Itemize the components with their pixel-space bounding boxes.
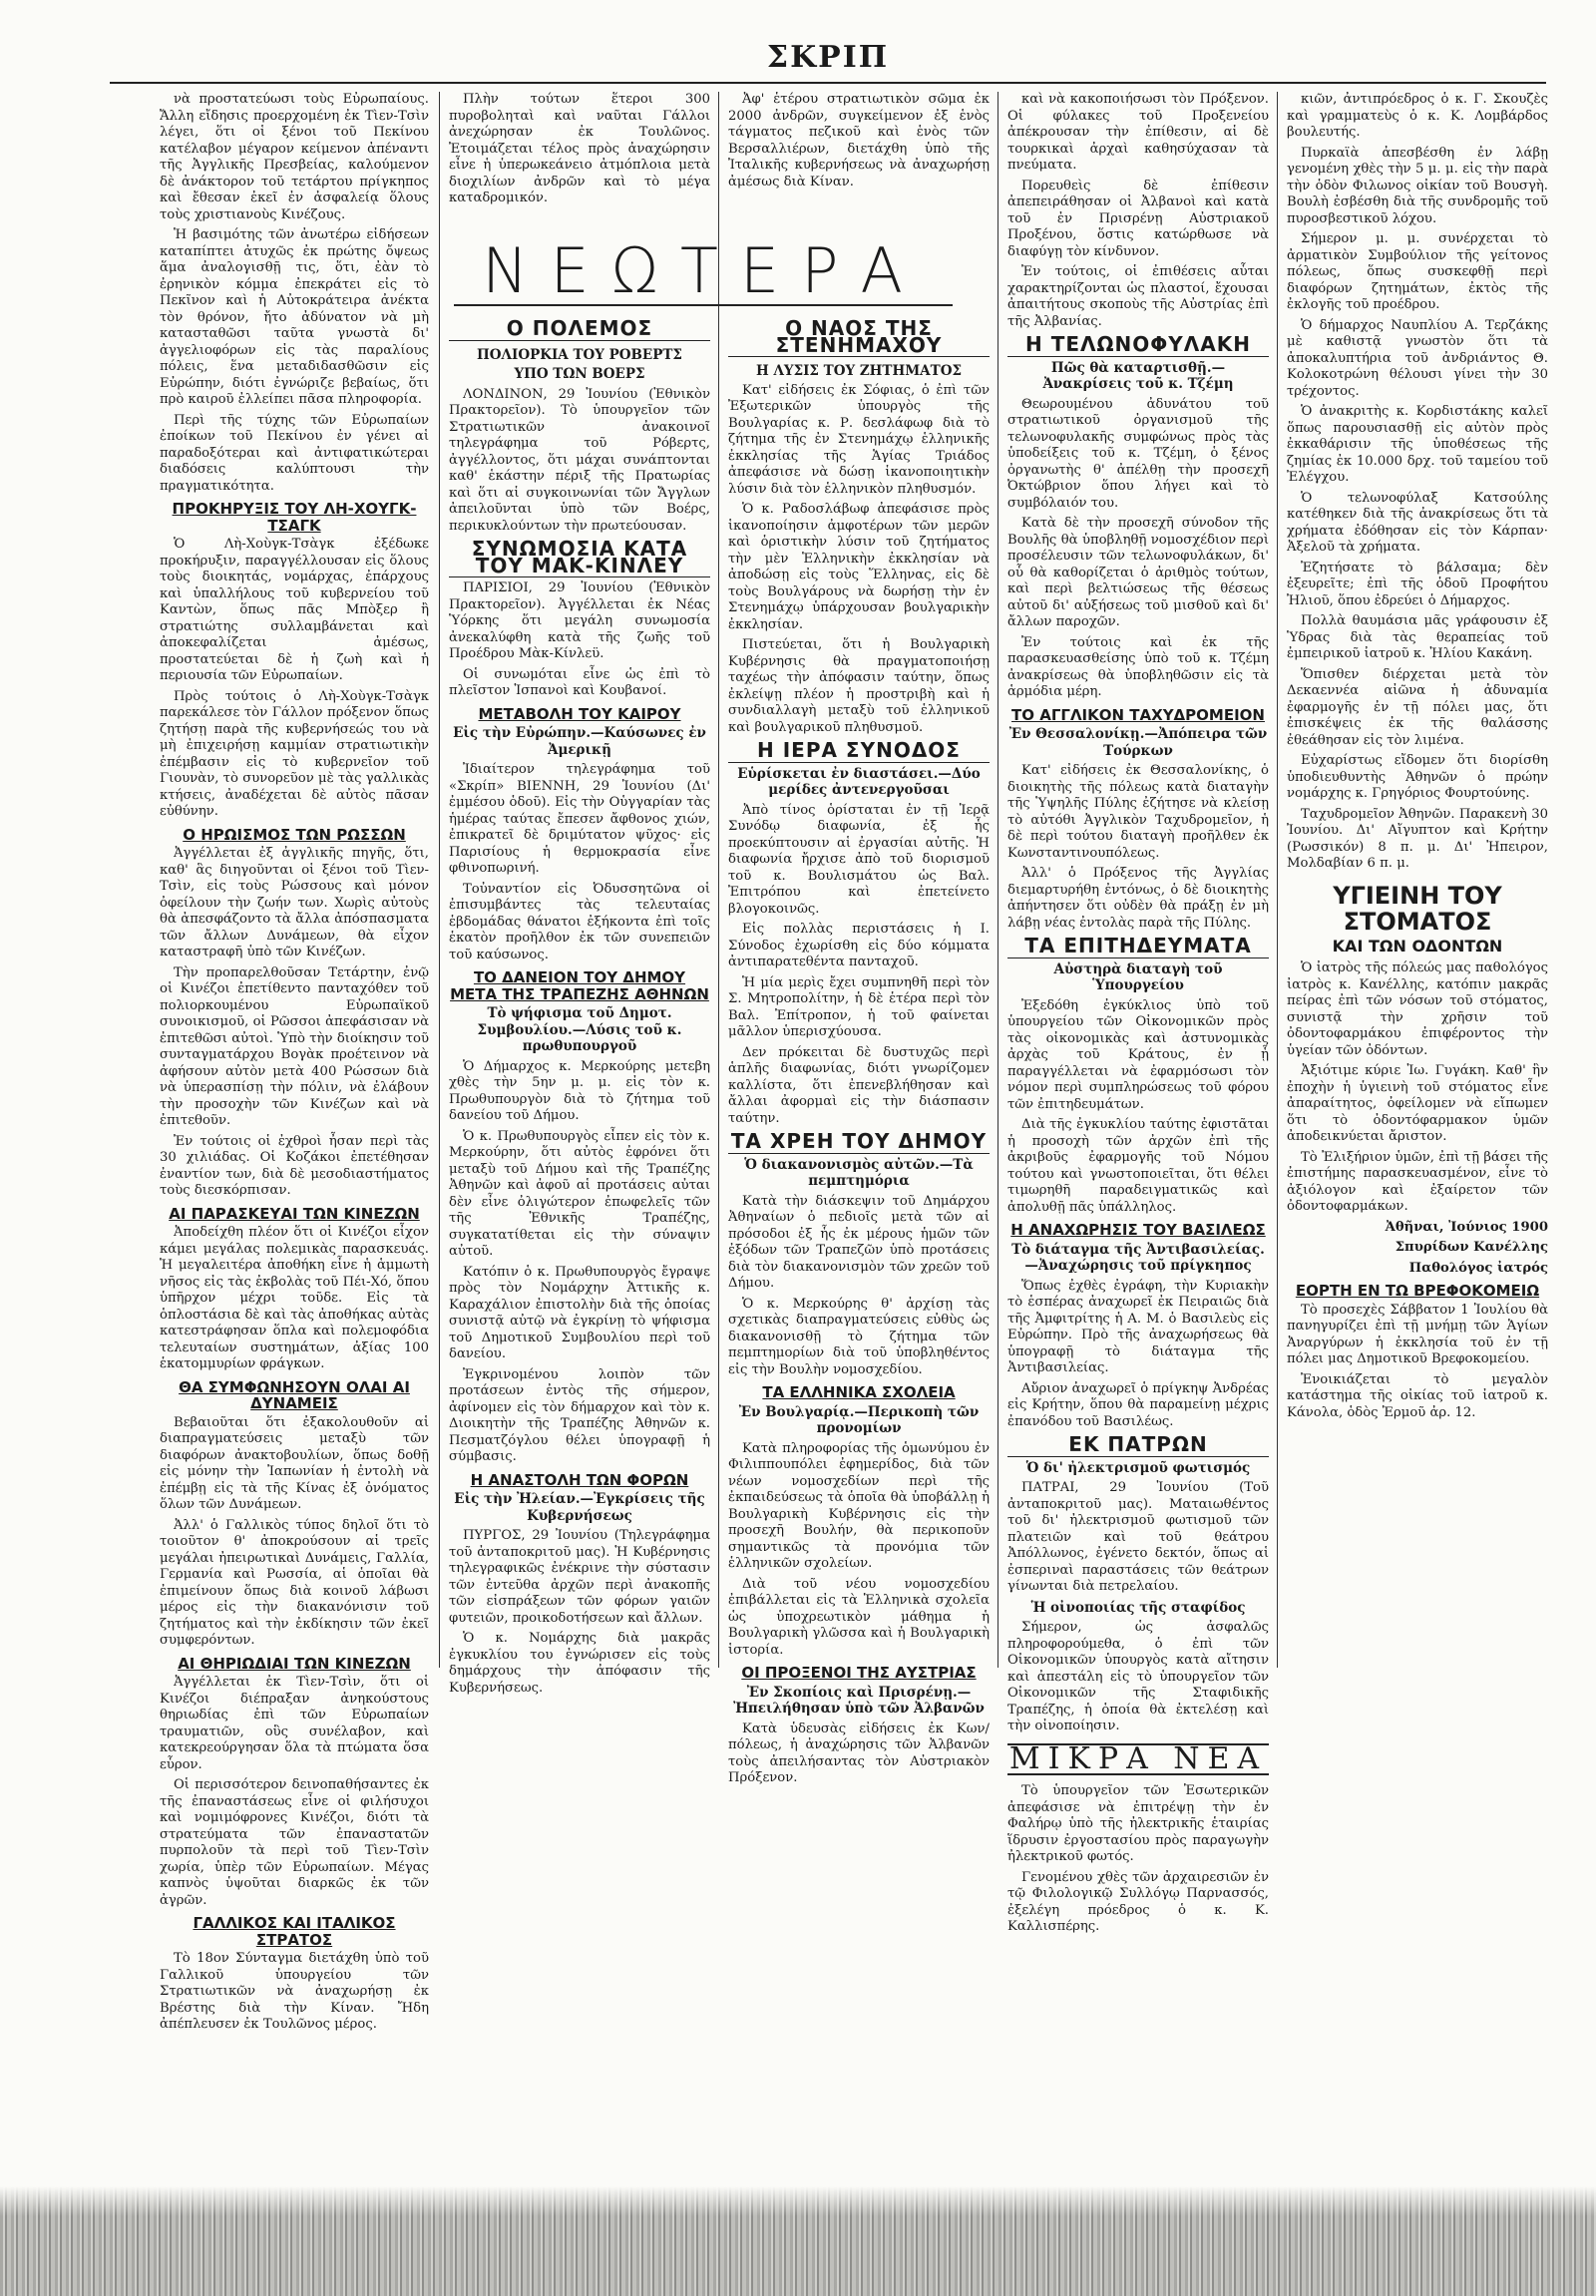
- section-heading: Ο ΝΑΟΣ ΤΗΣ ΣΤΕΝΗΜΑΧΟΥ: [728, 320, 990, 357]
- article-paragraph: Ὅπισθεν διέρχεται μετὰ τὸν Δεκαεννέα αἰῶνα ἡ ἀδυναμία ἐφαρμογῆς ἐν τῇ πόλει μας, ὅτι ἐπισκέψεις ἐκ τῆς θαλάσσης ἐθεάθησαν εἰς τὸν λιμένα.: [1287, 666, 1548, 748]
- article-paragraph: Τὸ Ἐλιξήριον ὑμῶν, ἐπὶ τῇ βάσει τῆς ἐπιστήμης παρασκευασμένον, εἶνε τὸ ἀξιόλογον καὶ ἐξαίρετον τῶν ὀδοντοφαρμάκων.: [1287, 1149, 1548, 1214]
- article-paragraph: Ὁ ἀνακριτὴς κ. Κορδιστάκης καλεῖ ὅπως παρουσιασθῇ εἰς αὐτὸν πρὸς ἐκκαθάρισιν τῆς ὑποθέσεως τῆς ζημίας ἐκ 10.000 δρχ. τοῦ ταμείου τοῦ Ἐλέγχου.: [1287, 404, 1548, 485]
- masthead-title: ΣΚΡΙΠ: [766, 40, 890, 75]
- column-5: [1287, 92, 1548, 1588]
- section-heading: ΑΙ ΠΑΡΑΣΚΕΥΑΙ ΤΩΝ ΚΙΝΕΖΩΝ: [169, 1204, 420, 1223]
- article-paragraph: Πυρκαϊὰ ἀπεσβέσθη ἐν λάβῃ γενομένη χθὲς τὴν 5 μ. μ. εἰς τὴν παρὰ τὴν ὁδὸν Φιλωνος οἰκίαν τοῦ Βουσγὴ. Βουλὴ ἐσβέσθη διὰ τῆς συνδρομῆς τοῦ πυροσβεστικοῦ λόχου.: [1287, 145, 1548, 226]
- section-subheading: Ὁ δι' ἠλεκτρισμοῦ φωτισμός: [1025, 1459, 1251, 1476]
- article-paragraph: Εἰς πολλὰς περιστάσεις ἡ Ι. Σύνοδος ἐχωρίσθη εἰς δύο κόμματα ἀντιπαρατεθέντα πανταχοῦ.: [728, 922, 990, 969]
- article-paragraph: Κατὰ δὲ τὴν προσεχῆ σύνοδον τῆς Βουλῆς θὰ ὑποβληθῇ νομοσχέδιον περὶ προσέλευσιν τῶν τελωνοφυλάκων, δι' οὗ θὰ καθορίζεται ὁ ἀριθμὸς τούτων, καὶ περὶ βελτιώσεως τῆς θέσεως αὐτοῦ δι' αὐξήσεως τοῦ μισθοῦ καὶ δι' ἄλλων παροχῶν.: [1007, 516, 1269, 629]
- article-paragraph: Σήμερον μ. μ. συνέρχεται τὸ ἀρματικὸν Συμβούλιον τῆς γείτονος πόλεως, ὅπως συσκεφθῇ περὶ διαφόρων ζητημάτων, ἐκτὸς τῆς ἐκλογῆς τοῦ προέδρου.: [1287, 231, 1548, 312]
- article-paragraph: ΠΑΡΙΣΙΟΙ, 29 Ἰουνίου (Ἐθνικὸν Πρακτορεῖον). Ἀγγέλλεται ἐκ Νέας Ὑόρκης ὅτι μεγάλη συνωμοσία ἀνεκαλύφθη κατὰ τῆς ζωῆς τοῦ Προέδρου Μὰκ-Κίνλεϋ.: [449, 580, 710, 661]
- article-paragraph: Ἀγγέλλεται ἐκ Τὶεν-Τσὶν, ὅτι οἱ Κινέζοι διέπραξαν ἀνηκούστους θηριωδίας ἐπὶ τῶν Εὐρωπαίων τραυματιῶν, οὓς συνέλαβον, καὶ κατεκρεούργησαν ὅλα τὰ πτώματα ὅσα εὗρον.: [160, 1675, 429, 1772]
- article-paragraph: Γενομένου χθὲς τῶν ἀρχαιρεσιῶν ἐν τῷ Φιλολογικῷ Συλλόγῳ Παρνασσός, ἐξελέγη πρόεδρος ὁ κ. Κ. Καλλισπέρης.: [1007, 1869, 1269, 1934]
- column-1: [160, 92, 429, 2032]
- article-paragraph: Τὸ ὑπουργεῖον τῶν Ἐσωτερικῶν ἀπεφάσισε νὰ ἐπιτρέψῃ τὴν ἐν Φαλήρῳ ὑπὸ τῆς ἠλεκτρικῆς ἑταιρίας ἵδρυσιν ἐργοστασίου πρὸς παραγωγὴν ἠλεκτρικοῦ φωτός.: [1007, 1783, 1269, 1864]
- article-paragraph: Ἡ βασιμότης τῶν ἀνωτέρω εἰδήσεων καταπίπτει ἀτυχῶς ἐκ πρώτης ὄψεως ἅμα ἀναλογισθῇ τις, ὅτι, ἐὰν τὸ ἐρηνικὸν κόμμα ἐπεκράτει εἰς τὸ Πεκῖνον καὶ ἡ Αὐτοκράτειρα ἀνέκτα τὸν θρόνον, ἤτο ἀδύνατον νὰ μὴ κατασταθῶσι ταῦτα γνωστὰ δι' ἀγγελιοφόρων εἰς τὰς παραλίους πόλεις, ἕνα μεταδιδασθῶσιν εἰς Εὐρώπην, διότι ἐγνώριζε βεβαίως, ὅτι πρὸ καιροῦ ἐλλείπει πᾶσα πληροφορία.: [160, 227, 429, 407]
- section-subheading: Εὑρίσκεται ἐν διαστάσει.—Δύο μερίδες ἀντενεργοῦσαι: [737, 765, 981, 798]
- article-paragraph: Ὁ κ. Ραδοσλάβωφ ἀπεφάσισε πρὸς ἱκανοποίησιν ἀμφοτέρων τῶν μερῶν καὶ ὁριστικὴν λύσιν τοῦ ζητήματος τὴν μὲν Ἑλληνικὴν ἐκκλησίαν νὰ ἀποδώσῃ εἰς τοὺς Ἕλληνας, εἰς δὲ τοὺς Βουλγάρους νὰ δωρήσῃ τὴν ἐν Στενημάχῳ ὑπάρχουσαν βουλγαρικὴν ἐκκλησίαν.: [728, 502, 990, 632]
- section-subheading: Ἐν Βουλγαρίᾳ.—Περικοπὴ τῶν προνομίων: [738, 1403, 980, 1436]
- article-paragraph: Ἀλλ' ὁ Γαλλικὸς τύπος δηλοῖ ὅτι τὸ τοιοῦτον θ' ἀποκρούσουν αἱ τρεῖς μεγάλαι ἠπειρωτικαὶ Δυνάμεις, Γαλλία, Γερμανία καὶ Ρωσσία, αἱ ὁποῖαι θὰ ἐπιμείνουν ὅπως διὰ κοινοῦ λάβωσι μέρος εἰς τὴν διακανόνισιν τοῦ ζητήματος καὶ τὴν ἐκδίκησιν τῶν ἐκεῖ συμφερόντων.: [160, 1517, 429, 1648]
- article-paragraph: Ἀφ' ἑτέρου στρατιωτικὸν σῶμα ἐκ 2000 ἀνδρῶν, συγκείμενον ἐξ ἑνὸς τάγματος πεζικοῦ καὶ ἑνὸς τῶν Βερσαλλιέρων, διετάχθη ὑπὸ τῆς Ἰταλικῆς κυβερνήσεως νὰ ἀναχωρήσῃ ἀμέσως διὰ Κίναν.: [728, 92, 990, 190]
- section-heading: Η ΑΝΑΧΩΡΗΣΙΣ ΤΟΥ ΒΑΣΙΛΕΩΣ: [1010, 1221, 1266, 1239]
- article-paragraph: Σήμερον, ὡς ἀσφαλῶς πληροφορούμεθα, ὁ ἐπὶ τῶν Οἰκονομικῶν ὑπουργὸς κατὰ αἴτησιν καὶ ἀπεστάλη εἰς τὸ ὑπουργεῖον τῶν Οἰκονομικῶν τῆς Σταφιδικῆς Τραπέζης, ἡ ὁποία θὰ ἐκτελέσῃ καὶ τὴν οἰνοποίησιν.: [1007, 1620, 1269, 1733]
- section-heading: ΣΥΝΩΜΟΣΙΑ ΚΑΤΑ ΤΟΥ ΜΑΚ-ΚΙΝΛΕΥ: [449, 541, 710, 577]
- section-subheading: Τὸ διάταγμα τῆς Ἀντιβασιλείας.—Ἀναχώρησις τοῦ πρίγκηπος: [1011, 1241, 1265, 1274]
- article-paragraph: Κατ' εἰδήσεις ἐκ Σόφιας, ὁ ἐπὶ τῶν Ἐξωτερικῶν ὑπουργὸς τῆς Βουλγαρίας κ. Ρ. δεσλάφωφ διὰ τὸ ζήτημα τῆς ἐν Στενημάχῳ ἑλληνικῆς ἐκκλησίας τῆς Ἁγίας Τριάδος ἀπεφάσισε νὰ δώσῃ ἱκανοποιητικὴν λύσιν διὰ τὸν ἑλληνικὸν πληθυσμόν.: [728, 382, 990, 497]
- article-paragraph: Πρὸς τούτοις ὁ Λὴ-Χοὺγκ-Τσὰγκ παρεκάλεσε τὸν Γάλλον πρόξενον ὅπως ζητήσῃ παρὰ τῆς κυβερνήσεώς του νὰ μὴ ἐπιχειρήσῃ καμμίαν στρατιωτικὴν ἐπέμβασιν εἰς τὸ κυβερνεῖον τοῦ Γιουνὰν, τὸ συνορεῦον μὲ τὰς γαλλικὰς κτήσεις, ἀναδέχεται δὲ αὐτὸς πᾶσαν εὐθύνην.: [160, 688, 429, 819]
- section-heading: ΘΑ ΣΥΜΦΩΝΗΣΟΥΝ ΟΛΑΙ ΑΙ ΔΥΝΑΜΕΙΣ: [179, 1377, 410, 1412]
- article-paragraph: Ἀπὸ τίνος ὁρίσταται ἐν τῇ Ἱερᾷ Συνόδῳ διαφωνία, ἐξ ἧς προεκύπτουσιν αἱ ἐργασίαι αὐτῆς. Ἡ διαφωνία ἤρχισε ἀπὸ τοῦ διορισμοῦ τοῦ κ. Βουλισμάτου ὡς Βαλ. Ἐπιτρόπου καὶ ἐπετείνετο βλογοκοινῶς.: [728, 802, 990, 917]
- article-paragraph: Ἐν τούτοις καὶ ἐκ τῆς παρασκευασθείσης ὑπὸ τοῦ κ. Τζέμη ἀνακρίσεως θὰ ὑποβληθῶσιν εἰς τὰ ἁρμόδια μέρη.: [1007, 634, 1269, 699]
- column-3-top: [728, 92, 990, 231]
- article-paragraph: Ὁ κ. Μερκούρης θ' ἀρχίσῃ τὰς σχετικὰς διαπραγματεύσεις εὐθὺς ὡς διακανονισθῇ τὸ ζήτημα τῶν πεμπτημορίων διὰ τοῦ ὑποβληθέντος εἰς τὴν Βουλὴν νομοσχεδίου.: [728, 1296, 990, 1377]
- article-paragraph: Τοὐναντίον εἰς Ὀδυσσητῶνα οἱ ἐπισυμβάντες τὰς τελευταίας ἑβδομάδας θάνατοι ἐξήκοντα ἐπὶ τοῖς ἑκατὸν προῆλθον ἐκ τῶν συνεπειῶν τοῦ καύσωνος.: [449, 881, 710, 962]
- article-paragraph: Ἀγγέλλεται ἐξ ἀγγλικῆς πηγῆς, ὅτι, καθ' ἃς διηγοῦνται οἱ ξένοι τοῦ Τὶεν-Τσὶν, εἰς τοὺς Ρώσσους καὶ μόνον ὀφείλουν τὴν ζωήν των. Χωρὶς αὐτοὺς θὰ ἀπεσφάζοντο τὰ ἄλλα ἀπόσπασματα τῶν ἄλλων Δυνάμεων, θὰ εἶχον καταστραφῆ ὑπὸ τῶν Κινέζων.: [160, 846, 429, 959]
- section-heading: Ο ΗΡΩΙΣΜΟΣ ΤΩΝ ΡΩΣΣΩΝ: [183, 825, 406, 844]
- section-heading: ΤΑ ΧΡΕΗ ΤΟΥ ΔΗΜΟΥ: [728, 1133, 990, 1154]
- section-heading: ΠΟΛΙΟΡΚΙΑ ΤΟΥ ΡΟΒΕΡΤΣ: [477, 346, 682, 363]
- article-paragraph: Πλὴν τούτων ἕτεροι 300 πυροβοληταὶ καὶ ναῦται Γάλλοι ἀνεχώρησαν ἐκ Τουλῶνος. Ἐτοιμάζεται τέλος πρὸς ἀναχώρησιν εἶνε ἡ ὑπερωκεάνειο ἀτμόπλοια μετὰ διοχιλίων ἀνδρῶν καὶ τὸ μέγα καταδρομικόν.: [449, 92, 710, 205]
- article-paragraph: Δεν πρόκειται δὲ δυστυχῶς περὶ ἁπλῆς διαφωνίας, διότι γνωρίζομεν καλλίστα, ὅτι ἐπενεβλήθησαν καὶ ἄλλαι ἀφορμαὶ εἰς τὴν διάσπασιν ταύτην.: [728, 1044, 990, 1126]
- article-paragraph: Διὰ τῆς ἐγκυκλίου ταύτης ἐφιστᾶται ἡ προσοχὴ τῶν ἀρχῶν ἐπὶ τῆς ἀκριβοῦς ἐφαρμογῆς τοῦ Νόμου τούτου καὶ γνωστοποιεῖται, ὅτι θέλει τιμωρηθῆ παραδειγματικῶς καὶ ἀπολυθῇ πᾶς ὑπάλληλος.: [1007, 1117, 1269, 1215]
- article-paragraph: Ταχυδρομεῖον Ἀθηνῶν. Παρακενὴ 30 Ἰουνίου. Δι' Αἴγυπτον καὶ Κρήτην (Ρωσσικόν) 8 π. μ. Δι' Ἠπειρον, Μολδαβίαν 6 π. μ.: [1287, 806, 1548, 871]
- article-paragraph: Ἐν τούτοις οἱ ἐχθροὶ ἦσαν περὶ τὰς 30 χιλιάδας. Οἱ Κοζάκοι ἐπετέθησαν ἐναντίον των, διὰ δὲ μεσοδιαστήματος τοὺς διεσκόρπισαν.: [160, 1133, 429, 1198]
- article-paragraph: Ὁ τελωνοφύλαξ Κατσούλης κατέθηκεν διὰ τῆς ἀνακρίσεως ὅτι τὰ χρήματα ἐδόθησαν εἰς τὸν Κάρπαν· Ἀξελοῦ τὰ χρήματα.: [1287, 490, 1548, 555]
- section-heading: ΕΟΡΤΗ ΕΝ ΤΩ ΒΡΕΦΟΚΟΜΕΙΩ: [1295, 1282, 1540, 1300]
- misc-news-title: ΜΙΚΡΑ ΝΕΑ: [1008, 1740, 1268, 1776]
- article-paragraph: Ἀλλ' ὁ Πρόξενος τῆς Ἀγγλίας διεμαρτυρήθη ἐντόνως, ὁ δὲ διοικητὴς ἀπήντησεν ὅτι οὐδὲν θὰ πράξῃ ἐν μὴ λάβῃ νέας ἐντολὰς παρὰ τῆς Πύλης.: [1007, 866, 1269, 931]
- signature-title: Παθολόγος ἰατρός: [1408, 1260, 1548, 1276]
- article-paragraph: Κατὰ τὴν διάσκεψιν τοῦ Δημάρχου Ἀθηναίων ὁ πεδιοῖς μετὰ τῶν αἱ πρόσοδοι ἐξ ἧς ἐκ μέρους ἡμῶν τῶν ἐξόδων τῶν Τραπεζῶν ὑπὸ προτάσεις διὰ τὸν διακανονισμὸν τῶν χρεῶν τοῦ Δήμου.: [728, 1193, 990, 1291]
- column-2: [449, 314, 710, 1696]
- masthead: [110, 40, 1546, 84]
- article-paragraph: Τὸ 18ον Σύνταγμα διετάχθη ὑπὸ τοῦ Γαλλικοῦ ὑπουργείου τῶν Στρατιωτικῶν νὰ ἀναχωρήσῃ ἐκ Βρέστης διὰ τὴν Κίναν. Ἤδη ἀπέπλευσεν ἐκ Τουλῶνος μέρος.: [160, 1951, 429, 2032]
- article-paragraph: Κατὰ πληροφορίας τῆς ὁμωνύμου ἐν Φιλιππουπόλει ἐφημερίδος, διὰ τῶν νέων νομοσχεδίων περὶ τῆς ἐκπαιδεύσεως τὰ ὁποῖα θὰ ὑποβάλλῃ ἡ Βουλγαρικὴ Κυβέρνησις εἰς τὴν προσεχῆ Βουλήν, θὰ περικοποῦν σημαντικῶς τὰ προνόμια τῶν ἑλληνικῶν σχολείων.: [728, 1440, 990, 1571]
- section-heading: ΤΑ ΕΛΛΗΝΙΚΑ ΣΧΟΛΕΙΑ: [762, 1383, 956, 1401]
- article-paragraph: ΠΑΤΡΑΙ, 29 Ἰουνίου (Τοῦ ἀνταποκριτοῦ μας). Ματαιωθέντος τοῦ δι' ἠλεκτρισμοῦ φωτισμοῦ τῶν πλατειῶν καὶ τοῦ θεάτρου Ἀπόλλωνος, ἐγένετο δεκτόν, ὅπως αἱ ἐσπεριναὶ παραστάσεις τῶν θεάτρων γίνωνται διὰ πετρελαίου.: [1007, 1480, 1269, 1594]
- section-subheading: Τὸ ψήφισμα τοῦ Δημοτ. Συμβουλίου.—Λύσις τοῦ κ. πρωθυπουργοῦ: [477, 1005, 682, 1054]
- column-divider: [718, 92, 719, 1668]
- article-paragraph: Αὔριον ἀναχωρεῖ ὁ πρίγκηψ Ἀνδρέας εἰς Κρήτην, ὅπου θὰ παραμείνῃ μέχρις ἐπανόδου τοῦ Βασιλέως.: [1007, 1380, 1269, 1429]
- article-paragraph: Ὅπως ἐχθὲς ἐγράφη, τὴν Κυριακὴν τὸ ἑσπέρας ἀναχωρεῖ ἐκ Πειραιῶς διὰ τῆς Ἀμφιτρίτης ἡ Α. Μ. ὁ Βασιλεὺς εἰς Εὐρώπην. Πρὸ τῆς ἀναχωρήσεως θὰ ὑπογραφῇ τὸ διάταγμα τῆς Ἀντιβασιλείας.: [1007, 1278, 1269, 1375]
- article-paragraph: Ὁ κ. Πρωθυπουργὸς εἶπεν εἰς τὸν κ. Μερκούρην, ὅτι αὐτὸς ἐφρόνει ὅτι μεταξὺ τοῦ Δήμου καὶ τῆς Τραπέζης Ἀθηνῶν καὶ ἀφοῦ αἱ προτάσεις αὐται δὲν εἶνε ὀλιγώτερον ἐπωφελεῖς τῶν τῆς Ἐθνικῆς Τραπέζης, συγκατατίθεται εἰς τὴν σύναψιν αὐτοῦ.: [449, 1128, 710, 1259]
- section-subheading: Εἰς τὴν Εὐρώπην.—Καύσωνες ἐν Ἀμερικῇ: [453, 725, 706, 758]
- article-paragraph: Τὴν προπαρελθοῦσαν Τετάρτην, ἐνῷ οἱ Κινέζοι ἐπετίθεντο πανταχόθεν τοῦ πολιορκουμένου Εὐρωπαϊκοῦ συνοικισμοῦ, οἱ Ρῶσσοι ἀπεφάσισαν νὰ ἐπιτεθῶσι αὐτοὶ. Ὑπὸ τὴν διοίκησιν τοῦ συνταγματάρχου Βογὰκ προέτεινον νὰ ἀφήσουν αὐτὸν μετὰ 400 Ρώσσων διὰ νὰ ὑπερασπίσῃ τὴν πόλιν, νὰ ἐλάβουν τὴν προσοχὴν τῶν Κινέζων καὶ νὰ ἐπιτεθοῦν.: [160, 964, 429, 1128]
- article-paragraph: Ἐνοικιάζεται τὸ μεγαλὸν κατάστημα τῆς οἰκίας τοῦ ἰατροῦ κ. Κάνολα, ὁδὸς Ἐρμοῦ ἀρ. 12.: [1287, 1371, 1548, 1420]
- section-heading: ΕΚ ΠΑΤΡΩΝ: [1007, 1436, 1269, 1457]
- article-paragraph: νὰ προστατεύωσι τοὺς Εὐρωπαίους. Ἄλλη εἴδησις προερχομένη ἐκ Τὶεν-Τσὶν λέγει, ὅτι οἱ ξένοι τοῦ Πεκίνου κατέλαβον μέγαρον κείμενον ἀπέναντι τῆς Ἀγγλικῆς Πρεσβείας, καλούμενον δὲ ἀνάκτορον τοῦ τετάρτου πρίγκηπος καὶ ἔθεσαν ἐκεῖ ἐν ἀσφαλείᾳ ὅλους τοὺς χριστιανοὺς Κινέζους.: [160, 92, 429, 222]
- article-paragraph: Τὸ προσεχὲς Σάββατον 1 Ἰουλίου θὰ πανηγυρίζει ἐπὶ τῇ μνήμῃ τῶν Ἁγίων Ἀναργύρων ἡ ἐκκλησία τοῦ ἐν τῇ πόλει μας Δημοτικοῦ Βρεφοκομείου.: [1287, 1302, 1548, 1366]
- section-heading: ΑΙ ΘΗΡΙΩΔΙΑΙ ΤΩΝ ΚΙΝΕΖΩΝ: [178, 1654, 411, 1673]
- section-subheading: Πῶς θὰ καταρτισθῇ.—Ἀνακρίσεις τοῦ κ. Τζέμη: [1042, 359, 1234, 392]
- section-heading: ΓΑΛΛΙΚΟΣ ΚΑΙ ΙΤΑΛΙΚΟΣ ΣΤΡΑΤΟΣ: [193, 1914, 396, 1949]
- article-paragraph: Ὁ δήμαρχος Ναυπλίου Α. Τερζάκης μὲ καθιστᾷ γνωστὸν ὅτι τὰ ἀποκαλυπτήρια τοῦ ἀνδριάντος Θ. Κολοκοτρώνη θέλουσι γίνει τὴν 30 τρέχοντος.: [1287, 317, 1548, 399]
- section-heading: ΟΙ ΠΡΟΞΕΝΟΙ ΤΗΣ ΑΥΣΤΡΙΑΣ: [741, 1664, 977, 1682]
- column-3: [728, 314, 990, 1785]
- article-paragraph: Ὁ Δήμαρχος κ. Μερκούρης μετεβη χθὲς τὴν 5ην μ. μ. εἰς τὸν κ. Πρωθυπουργὸν διὰ τὸ ζήτημα τοῦ δανείου τοῦ Δήμου.: [449, 1058, 710, 1123]
- section-heading: ΤΑ ΕΠΙΤΗΔΕΥΜΑΤΑ: [1007, 938, 1269, 958]
- section-subheading: Εἰς τὴν Ἠλείαν.—Ἐγκρίσεις τῆς Κυβερνήσεως: [454, 1491, 705, 1524]
- signature-date: Ἀθῆναι, Ἰούνιος 1900: [1385, 1219, 1548, 1235]
- article-paragraph: Βεβαιοῦται ὅτι ἐξακολουθοῦν αἱ διαπραγματεύσεις μεταξὺ τῶν διαφόρων ἀνακτοβουλίων, ὅπως δοθῇ εἰς μόνην τὴν Ἰαπωνίαν ἡ ἐντολὴ νὰ ἐπέμβῃ εἰς τὰ τῆς Κίνας ἐξ ὀνόματος ὅλων τῶν Δυνάμεων.: [160, 1414, 429, 1512]
- column-4: [1007, 92, 1269, 1934]
- ad-subtitle: ΚΑΙ ΤΩΝ ΟΔΟΝΤΩΝ: [1332, 936, 1503, 956]
- column-2-top: [449, 92, 710, 231]
- section-heading: ΠΡΟΚΗΡΥΞΙΣ ΤΟΥ ΛΗ-ΧΟΥΓΚ-ΤΣΑΓΚ: [172, 500, 417, 535]
- section-heading: ΤΟ ΑΓΓΛΙΚΟΝ ΤΑΧΥΔΡΟΜΕΙΟΝ: [1011, 705, 1265, 724]
- article-paragraph: Ἰδιαίτερον τηλεγράφημα τοῦ «Σκρίπ» ΒΙΕΝΝΗ, 29 Ἰουνίου (Δι' ἐμμέσου ὁδοῦ). Εἰς τὴν Οὑγγαρίαν τὰς ἡμέρας ταύτας ἔπεσεν ἄφθονος χιών, ἐπικρατεῖ δὲ δριμύτατον ψῦχος· εἰς Παρισίους ἡ θερμοκρασία εἶνε φθινοπωρινή.: [449, 762, 710, 876]
- article-paragraph: Οἱ περισσότερον δεινοπαθήσαντες ἐκ τῆς ἐπαναστάσεως εἶνε οἱ φιλήσυχοι καὶ νομιμόφρονες Κινέζοι, διότι τὰ στρατεύματα τῶν ἐπαναστατῶν πυρπολοῦν τὰ περὶ τοῦ Τὶεν-Τσὶν χωρία, ὑπὲρ τῶν Εὐρωπαίων. Μέγας καπνὸς ὑψοῦται διαρκῶς ἐκ τῶν ἀγρῶν.: [160, 1777, 429, 1908]
- section-subheading: Ἐν Θεσσαλονίκῃ.—Ἀπόπειρα τῶν Τούρκων: [1008, 726, 1268, 759]
- article-paragraph: Ἡ μία μερὶς ἔχει συμπνηθῆ περὶ τὸν Σ. Μητροπολίτην, ἡ δὲ ἑτέρα περὶ τὸν Βαλ. Ἐπίτροπον, ἡ τοῦ φαίνεται μᾶλλον ὑπερισχύουσα.: [728, 974, 990, 1039]
- section-heading: ΤΟ ΔΑΝΕΙΟΝ ΤΟΥ ΔΗΜΟΥ ΜΕΤΑ ΤΗΣ ΤΡΑΠΕΖΗΣ ΑΘΗΝΩΝ: [450, 968, 709, 1003]
- news-section-title: ΝΕΩΤΕΡΑ: [454, 234, 953, 306]
- ad-title: ΥΓΙΕΙΝΗ ΤΟΥ ΣΤΟΜΑΤΟΣ: [1333, 881, 1502, 936]
- section-subheading: ΥΠΟ ΤΩΝ ΒΟΕΡΣ: [514, 366, 645, 382]
- section-subheading: Ὁ διακανονισμὸς αὐτῶν.—Τὰ πεμπτημόρια: [744, 1156, 974, 1189]
- section-heading: Η ΤΕΛΩΝΟΦΥΛΑΚΗ: [1007, 336, 1269, 357]
- article-paragraph: Ἐζητήσατε τὸ βάλσαμα; δὲν ἐξευρεῖτε; ἐπὶ τῆς ὁδοῦ Προφήτου Ἠλιοῦ, ὅπου ἐδρεύει ὁ Δήμαρχος.: [1287, 560, 1548, 608]
- scan-edge-noise: [0, 2186, 1596, 2296]
- article-paragraph: Κατ' εἰδήσεις ἐκ Θεσσαλονίκης, ὁ διοικητὴς τῆς πόλεως κατὰ διαταγὴν τῆς Ὑψηλῆς Πύλης ἐζήτησε νὰ κλείσῃ τὸ αὐτόθι Ἀγγλικὸν Ταχυδρομεῖον, ἡ δὲ περὶ τούτου διαταγὴ προῆλθεν ἐκ Κωνσταντινουπόλεως.: [1007, 763, 1269, 861]
- article-paragraph: κιῶν, ἀντιπρόεδρος ὁ κ. Γ. Σκουζὲς καὶ γραμματεὺς ὁ κ. Κ. Λομβάρδος βουλευτής.: [1287, 92, 1548, 140]
- section-heading: ΜΕΤΑΒΟΛΗ ΤΟΥ ΚΑΙΡΟΥ: [478, 704, 681, 723]
- article-paragraph: Θεωρουμένου ἀδυνάτου τοῦ στρατιωτικοῦ ὀργανισμοῦ τῆς τελωνοφυλακῆς συμφώνως πρὸς τὰς ὑποδείξεις τοῦ κ. Τζέμη, ὁ ξένος ὀργανωτὴς θ' ἀπέλθῃ τὴν προσεχῆ Ὀκτώβριον ὅπου λήγει καὶ τὸ συμβόλαιόν του.: [1007, 396, 1269, 511]
- article-paragraph: Ὁ ἰατρὸς τῆς πόλεώς μας παθολόγος ἰατρὸς κ. Κανέλλης, κατόπιν μακρᾶς πείρας ἐπὶ τῶν νόσων τοῦ στόματος, συνιστᾷ τὴν χρῆσιν τοῦ ὀδοντοφαρμάκου ἐπιφέροντος τὴν ὑγείαν τῶν ὀδόντων.: [1287, 960, 1548, 1058]
- article-paragraph: Περὶ τῆς τύχης τῶν Εὐρωπαίων ἐποίκων τοῦ Πεκίνου ἐν γένει αἱ παραδοξότεραι καὶ ἀντιφατικώτεραι διαδόσεις καλύπτουσι τὴν πραγματικότητα.: [160, 412, 429, 494]
- section-subheading: Ἡ οἰνοποιίας τῆς σταφίδος: [1030, 1599, 1246, 1616]
- article-paragraph: Πιστεύεται, ὅτι ἡ Βουλγαρικὴ Κυβέρνησις θὰ πραγματοποιήσῃ ταχέως τὴν ἀπόφασιν ταύτην, ὅπως ἐκλείψῃ πλέον ἡ προστριβὴ καὶ ἡ συνδιαλλαγὴ μεταξὺ τοῦ ἑλληνικοῦ καὶ βουλγαρικοῦ πληθυσμοῦ.: [728, 637, 990, 735]
- article-paragraph: Ἐξεδόθη ἐγκύκλιος ὑπὸ τοῦ ὑπουργείου τῶν Οἰκονομικῶν πρὸς τὰς οἰκονομικὰς καὶ ἀστυνομικὰς ἀρχὰς τοῦ Κράτους, ἐν ᾗ παραγγέλλεται νὰ ἐφαρμόσωσι τὸν νόμον περὶ συμπληρώσεως τοῦ φόρου τῶν ἐπιτηδευμάτων.: [1007, 997, 1269, 1112]
- article-paragraph: Πορευθεὶς δὲ ἐπίθεσιν ἀπεπειράθησαν οἱ Ἀλβανοὶ καὶ κατὰ τοῦ ἐν Πρισρένῃ Αὐστριακοῦ Προξένου, ὅστις κατώρθωσε νὰ διαφύγῃ τὸν κίνδυνον.: [1007, 178, 1269, 259]
- article-paragraph: Κατὰ ὑδευσὰς εἰδήσεις ἐκ Κων/πόλεως, ἡ ἀναχώρησις τῶν Ἀλβανῶν τοὺς ἀπειλήσαντας τὸν Αὐστριακὸν Πρόξενον.: [728, 1721, 990, 1785]
- column-divider: [1277, 92, 1278, 1668]
- article-paragraph: Πολλὰ θαυμάσια μᾶς γράφουσιν ἐξ Ὑδρας διὰ τὰς θεραπείας τοῦ ἐμπειρικοῦ ἰατροῦ κ. Ἠλίου Κακάνη.: [1287, 613, 1548, 661]
- article-paragraph: Ὁ Λὴ-Χοὺγκ-Τσὰγκ ἐξέδωκε προκήρυξιν, παραγγέλλουσαν εἰς ὅλους τοὺς διοικητάς, νομάρχας, ἐπάρχους καὶ ὑπαλλήλους τοῦ κυβερνείου τοῦ Καντὼν, ὅπως πᾶς Μπὸξερ ἢ στρατιώτης συλλαμβάνεται καὶ ἀποκεφαλίζεται ἀμέσως, προστατεύεται δὲ ἡ ζωὴ καὶ ἡ περιουσία τῶν Εὐρωπαίων.: [160, 537, 429, 683]
- section-heading: Η ΑΝΑΣΤΟΛΗ ΤΩΝ ΦΟΡΩΝ: [470, 1470, 689, 1489]
- article-paragraph: ΛΟΝΔΙΝΟΝ, 29 Ἰουνίου (Ἐθνικὸν Πρακτορεῖον). Τὸ ὑπουργεῖον τῶν Στρατιωτικῶν ἀνακοινοῖ τηλεγράφημα τοῦ Ρόβερτς, ἀγγέλλοντος, ὅτι μάχαι συνάπτονται καθ' ἑκάστην πέριξ τῆς Πρατωρίας καὶ ὅτι αἱ συγκοινωνίαι τῶν Ἄγγλων ἀπειλοῦνται ὑπὸ τῶν Βοέρς, περικυκλούντων τὴν πρωτεύουσαν.: [449, 386, 710, 534]
- section-heading: Η ΙΕΡΑ ΣΥΝΟΔΟΣ: [728, 742, 990, 763]
- column-divider: [439, 92, 440, 1668]
- article-paragraph: Κατόπιν ὁ κ. Πρωθυπουργὸς ἔγραψε πρὸς τὸν Νομάρχην Ἀττικῆς κ. Καραχάλιον ἐπιστολὴν διὰ τῆς ὁποίας συνιστᾷ αὐτῷ νὰ ἐγκρίνῃ τὸ ψήφισμα τοῦ Δημοτικοῦ Συμβουλίου περὶ τοῦ δανείου.: [449, 1264, 710, 1361]
- article-paragraph: Οἱ συνωμόται εἶνε ὡς ἐπὶ τὸ πλεῖστον Ἱσπανοὶ καὶ Κουβανοί.: [449, 666, 710, 698]
- article-paragraph: καὶ νὰ κακοποιήσωσι τὸν Πρόξενον. Οἱ φύλακες τοῦ Προξενείου ἀπέκρουσαν τὴν ἐπίθεσιν, αἱ δὲ τουρκικαὶ ἀρχαὶ καθησύχασαν τὰ πνεύματα.: [1007, 92, 1269, 173]
- section-subheading: Η ΛΥΣΙΣ ΤΟΥ ΖΗΤΗΜΑΤΟΣ: [756, 363, 962, 379]
- signature-name: Σπυρίδων Κανέλλης: [1395, 1240, 1548, 1255]
- masthead-rule: [110, 82, 1546, 84]
- section-subheading: Ἐν Σκοπίοις καὶ Πρισρένῃ.—Ἠπειλήθησαν ὑπὸ τῶν Ἀλβανῶν: [733, 1684, 985, 1717]
- article-paragraph: Ἐν τούτοις, οἱ ἐπιθέσεις αὗται χαρακτηρίζονται ὡς πλαστοί, ἔχουσαι ἀπαιτήτους σκοποὺς τῆς Αὐστρίας ἐπὶ τῆς Ἀλβανίας.: [1007, 264, 1269, 329]
- article-paragraph: Διὰ τοῦ νέου νομοσχεδίου ἐπιβάλλεται εἰς τὰ Ἑλληνικὰ σχολεῖα ὡς ὑποχρεωτικὸν μάθημα ἡ Βουλγαρικὴ γλῶσσα καὶ ἡ Βουλγαρικὴ ἱστορία.: [728, 1576, 990, 1658]
- section-heading: Ο ΠΟΛΕΜΟΣ: [449, 320, 710, 341]
- article-paragraph: Εὐχαρίστως εἴδομεν ὅτι διορίσθη ὑποδιευθυντὴς Ἀθηνῶν ὁ πρώην νομάρχης κ. Γρηγόριος Φουρτούνης.: [1287, 753, 1548, 801]
- article-paragraph: Ἐγκρινομένου λοιπὸν τῶν προτάσεων ἐντὸς τῆς σήμερον, ἀφίνομεν εἰς τὸν δήμαρχον καὶ τὸν κ. Διοικητὴν τῆς Τραπέζης Ἀθηνῶν κ. Πεσματζόγλου θέλει ὑπογραφῇ ἡ σύμβασις.: [449, 1366, 710, 1464]
- section-subheading: Αὐστηρὰ διαταγὴ τοῦ Ὑπουργείου: [1053, 960, 1223, 993]
- article-paragraph: Ὁ κ. Νομάρχης διὰ μακρᾶς ἐγκυκλίου του ἐγνώρισεν εἰς τοὺς δημάρχους τὴν ἀπόφασιν τῆς Κυβερνήσεως.: [449, 1631, 710, 1696]
- article-paragraph: Ἀποδείχθη πλέον ὅτι οἱ Κινέζοι εἶχον κάμει μεγάλας πολεμικὰς παρασκευάς. Ἡ μεγαλειτέρα ἀποθήκη εἶνε ἡ ἁμμωτὴ νῆσος εἰς τὰς ἐκβολὰς τοῦ Πέι-Χό, ὅπου ὑπῆρχον μέχρι τοῦδε. Εἰς τὰ ὁπλοστάσια δὲ καὶ τὰς ἀποθήκας αὐτὰς κατεστράφησαν ὅπλα καὶ πολεμοφόδια τελευταίων συστημάτων, ἀξίας 100 ἑκατομμυρίων φράγκων.: [160, 1225, 429, 1371]
- article-paragraph: ΠΥΡΓΟΣ, 29 Ἰουνίου (Τηλεγράφημα τοῦ ἀνταποκριτοῦ μας). Ἡ Κυβέρνησις τηλεγραφικῶς ἐνέκρινε τὴν σύστασιν τῶν ἐντεῦθα ἀρχῶν περὶ ἀνακοπῆς τῶν εἰσπράξεων τῶν φόρων γαιῶν φυτειῶν, προικοδοτήσεων καὶ ἄλλων.: [449, 1528, 710, 1626]
- article-paragraph: Ἀξιότιμε κύριε Ἰω. Γυγάκη. Καθ' ἣν ἐποχὴν ἡ ὑγιεινὴ τοῦ στόματος εἶνε ἀπαραίτητος, ὀφείλομεν νὰ εἴπωμεν ὅτι τὸ ὀδοντόφαρμακον ὑμῶν ἀποδεικνύεται ἄριστον.: [1287, 1063, 1548, 1144]
